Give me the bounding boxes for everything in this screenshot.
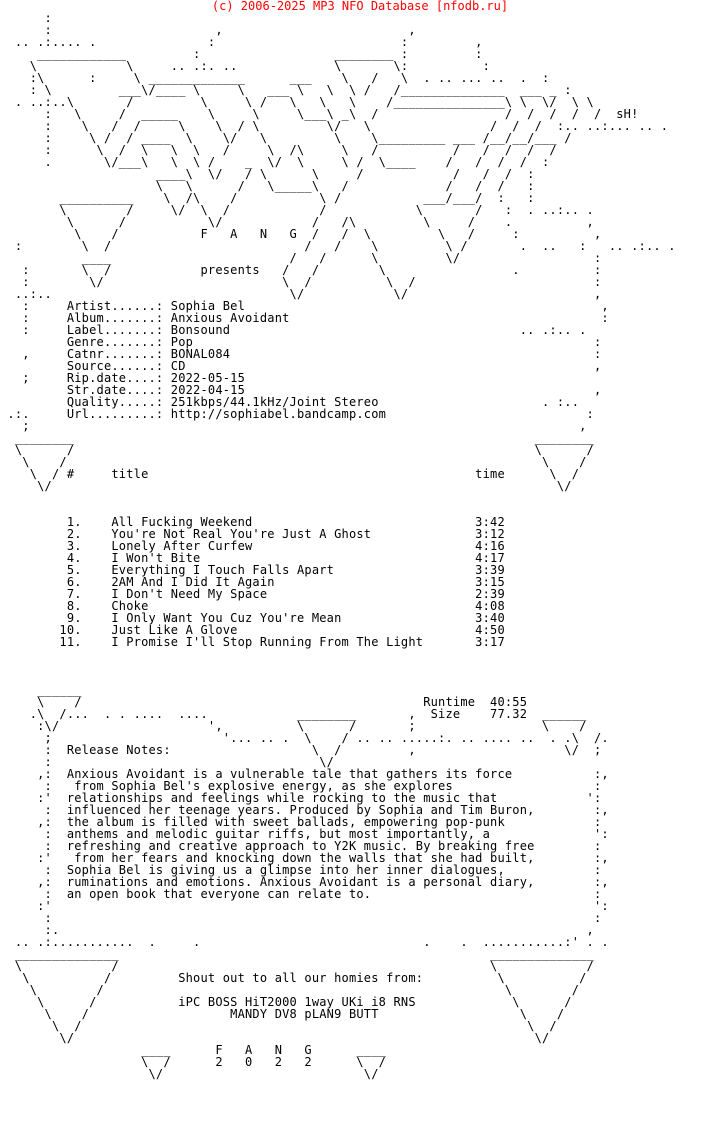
nfo-ascii-document: : : , , .. .:.... . : : , ____________ : ________ : : \ \ .. .:. .. \ \: : :\ : \ _____________ ___ \ / \ . .. ... .. . : : \ ___\/____ \ \ ___ \ \ \ / /______________ ___ _ : . ..:..\ / \ \ / \ \ \ /_______________\ \ \/ \ \ : \ / _____ \ \ \___\ _\ / / / / / / sH! : \ / / \ \ / \ \/ \ / / / :.. ..:... .. . : \ / / ____ \ \/ \ \ \_________ ___ /__/__/___ / : \ / \ \ \ / \ /\ \ / / / / / / . \/___\ \ \ / _ \/ \ \ / \____ / / / / : ____\ \/ / \ \ / / / / : \ \ / \_____\ / / / / : __________ \ /\ / \ / ___/___/ : : \ / \/ \ / / \ / : . ..:.. . \ / \/ / /\ \ / . , \ / F A N G / / \ \ / : , : \ / / / \ \ / . .. : .. .:.. . ____ / / \ \/ : : \ / presents / / \ . : : \/ \ / \ / : ..:.. \/ \/ , : Artist......: Sophia Bel , : Album.......: Anxious Avoidant : : Label.......: Bonsound .. .:.. . Genre.......: Pop : , Catnr.......: BONAL084 : Source......: CD , ; Rip.date....: 2022-05-15 Str.date....: 2022-04-15 , Quality.....: 251kbps/44.1kHz/Joint Stereo . :.. .:. Url.........: http://sophiabel.bandcamp.com : ; , ________ ________ \ / \ / \ / \ / \ / # title time \ / \/ \/ 1. All Fucking Weekend 3:42 2. You're Not Real You're Just A Ghost 3:12 3. Lonely After Curfew 4:16 4. I Won't Bite 4:17 5. Everything I Touch Falls Apart 3:39 6. 2AM And I Did It Again 3:15 7. I Don't Need My Space 2:39 8. Choke 4:08 9. I Only Want You Cuz You're Mean 3:40 10. Just Like A Glove 4:50 11. I Promise I'll Stop Running From The Light 3:17 ______ \ / Runtime 40:55 .\ /... . . .... .... ________ , Size 77.32 ______ :\/ ', \ / ; \ / ; '... .. . \ / .. .. .....:. .. .... .. . .\ /. : Release Notes: \ / , \/ ; : \/ ,: Anxious Avoidant is a vulnerable tale that gathers its force :, : from Sophia Bel's explosive energy, as she explores : :' relationships and feelings while rocking to the music that ': : influenced her teenage years. Produced by Sophia and Tim Buron, :, ,: the album is filled with sweet ballads, empowering pop-punk : : anthems and melodic guitar riffs, but most importantly, a ': : refreshing and creative approach to Y2K music. By breaking free : :' from her fears and knocking down the walls that she had built, :, : Sophia Bel is giving us a glimpse into her inner dialogues, : ,: ruminations and emotions. Anxious Avoidant is a personal diary, :, : an open book that everyone can relate to. : :' ': : : :. , .. .:........... . . . . ...........:' . . ______________ ______________ \ / \ / \ / Shout out to all our homies from: \ / \ / \ / \ / iPC BOSS HiT2000 1way UKi i8 RNS \ / \ / MANDY DV8 pLAN9 BUTT \ / \ / \ / \/ \/ ____ F A N G ____ \ / 2 0 2 2 \ / \/ \/	[7, 11, 676, 1081]
site-copyright-header: (c) 2006-2025 MP3 NFO Database [nfodb.ru]	[211, 0, 509, 13]
